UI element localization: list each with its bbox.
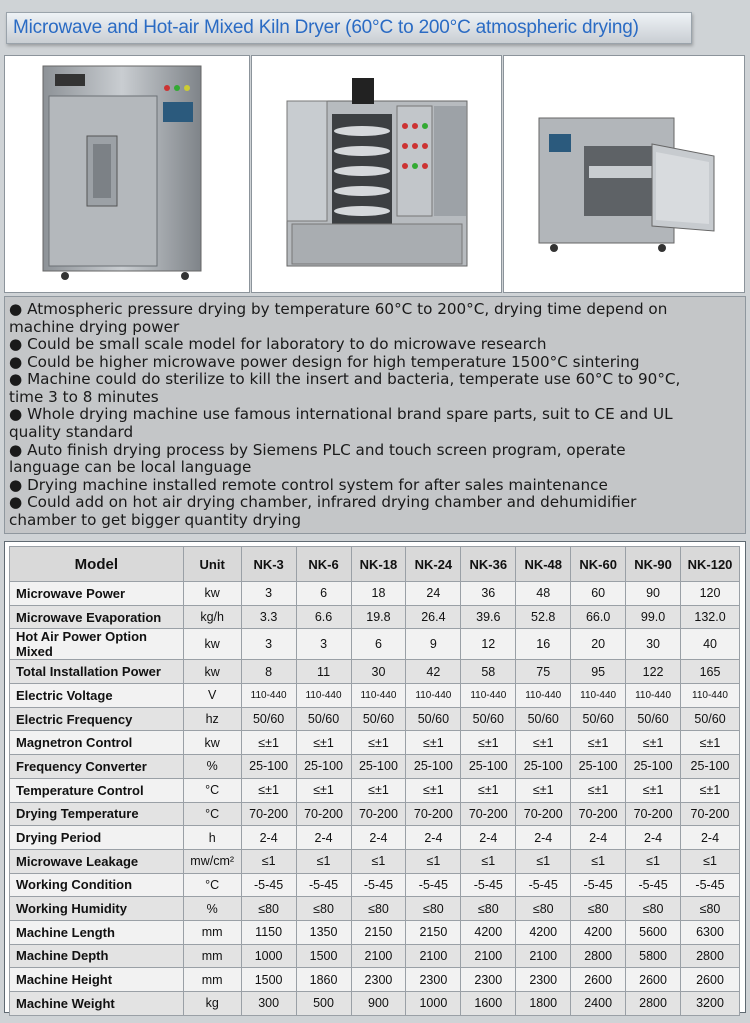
value-cell: 25-100 [681, 755, 740, 779]
unit-cell: °C [183, 778, 241, 802]
table-header-row [10, 547, 740, 582]
value-cell: 2150 [351, 920, 406, 944]
table-row [10, 707, 740, 731]
value-cell: 2300 [351, 968, 406, 992]
value-cell: ≤±1 [241, 778, 296, 802]
feature-line: ● Drying machine installed remote control system for after sales maintenance [9, 476, 608, 494]
unit-cell: kg/h [183, 605, 241, 629]
value-cell: 3.3 [241, 605, 296, 629]
unit-cell: % [183, 897, 241, 921]
table-row [10, 660, 740, 684]
table-row [10, 968, 740, 992]
value-cell: 2100 [406, 944, 461, 968]
value-cell: 52.8 [516, 605, 571, 629]
value-cell: 70-200 [406, 802, 461, 826]
value-cell: 25-100 [241, 755, 296, 779]
feature-line: language can be local language [9, 458, 252, 476]
value-cell: 70-200 [681, 802, 740, 826]
value-cell: ≤±1 [516, 731, 571, 755]
value-cell: 36 [461, 582, 516, 606]
value-cell: ≤1 [461, 849, 516, 873]
value-cell: ≤1 [241, 849, 296, 873]
unit-cell: kw [183, 629, 241, 660]
value-cell: 42 [406, 660, 461, 684]
value-cell: 2-4 [626, 826, 681, 850]
unit-cell: mm [183, 944, 241, 968]
value-cell: ≤±1 [516, 778, 571, 802]
column-header-nk-120: NK-120 [681, 547, 740, 582]
column-header-nk-6: NK-6 [296, 547, 351, 582]
value-cell: -5-45 [296, 873, 351, 897]
table-row [10, 605, 740, 629]
value-cell: 70-200 [571, 802, 626, 826]
value-cell: 70-200 [516, 802, 571, 826]
unit-cell: kw [183, 731, 241, 755]
row-label: Drying Period [10, 826, 184, 850]
value-cell: 900 [351, 992, 406, 1016]
value-cell: 110-440 [461, 684, 516, 708]
value-cell: 30 [351, 660, 406, 684]
value-cell: 18 [351, 582, 406, 606]
value-cell: 70-200 [461, 802, 516, 826]
value-cell: 2150 [406, 920, 461, 944]
row-label: Magnetron Control [10, 731, 184, 755]
value-cell: 50/60 [516, 707, 571, 731]
column-header-nk-48: NK-48 [516, 547, 571, 582]
spec-table-container [4, 541, 746, 1013]
value-cell: 4200 [571, 920, 626, 944]
value-cell: -5-45 [681, 873, 740, 897]
value-cell: 1860 [296, 968, 351, 992]
value-cell: 26.4 [406, 605, 461, 629]
feature-line: ● Auto finish drying process by Siemens PLC and touch screen program, operate [9, 441, 626, 459]
value-cell: ≤1 [626, 849, 681, 873]
value-cell: 1500 [296, 944, 351, 968]
value-cell: 70-200 [296, 802, 351, 826]
value-cell: 2100 [461, 944, 516, 968]
value-cell: 2-4 [351, 826, 406, 850]
value-cell: 2300 [406, 968, 461, 992]
value-cell: 30 [626, 629, 681, 660]
value-cell: 9 [406, 629, 461, 660]
row-label: Machine Length [10, 920, 184, 944]
value-cell: 50/60 [571, 707, 626, 731]
unit-cell: mm [183, 920, 241, 944]
value-cell: ≤80 [406, 897, 461, 921]
value-cell: 12 [461, 629, 516, 660]
value-cell: ≤±1 [296, 778, 351, 802]
value-cell: ≤±1 [681, 731, 740, 755]
value-cell: -5-45 [461, 873, 516, 897]
feature-line: time 3 to 8 minutes [9, 388, 159, 406]
table-row [10, 731, 740, 755]
unit-cell: °C [183, 802, 241, 826]
feature-line: chamber to get bigger quantity drying [9, 511, 302, 529]
value-cell: ≤±1 [626, 778, 681, 802]
value-cell: 2600 [626, 968, 681, 992]
single-door-dryer-illustration [5, 56, 249, 292]
value-cell: 120 [681, 582, 740, 606]
value-cell: 2-4 [681, 826, 740, 850]
value-cell: 25-100 [626, 755, 681, 779]
tray-dryer-illustration [252, 56, 501, 292]
row-label: Working Humidity [10, 897, 184, 921]
value-cell: 110-440 [406, 684, 461, 708]
value-cell: 39.6 [461, 605, 516, 629]
unit-cell: h [183, 826, 241, 850]
value-cell: 1000 [406, 992, 461, 1016]
value-cell: 6300 [681, 920, 740, 944]
value-cell: 50/60 [626, 707, 681, 731]
value-cell: 6 [296, 582, 351, 606]
value-cell: ≤80 [681, 897, 740, 921]
unit-cell: % [183, 755, 241, 779]
value-cell: 2-4 [241, 826, 296, 850]
row-label: Total Installation Power [10, 660, 184, 684]
value-cell: 2800 [571, 944, 626, 968]
value-cell: 8 [241, 660, 296, 684]
value-cell: 2-4 [571, 826, 626, 850]
value-cell: ≤±1 [406, 778, 461, 802]
value-cell: 70-200 [626, 802, 681, 826]
value-cell: ≤1 [351, 849, 406, 873]
value-cell: 6 [351, 629, 406, 660]
value-cell: 3200 [681, 992, 740, 1016]
row-label: Microwave Power [10, 582, 184, 606]
value-cell: 110-440 [296, 684, 351, 708]
value-cell: ≤±1 [296, 731, 351, 755]
value-cell: 2400 [571, 992, 626, 1016]
value-cell: 11 [296, 660, 351, 684]
value-cell: ≤80 [571, 897, 626, 921]
table-row [10, 992, 740, 1016]
value-cell: ≤±1 [351, 778, 406, 802]
value-cell: 3 [241, 582, 296, 606]
value-cell: ≤80 [626, 897, 681, 921]
value-cell: 1150 [241, 920, 296, 944]
feature-line: ● Could be small scale model for laboratory to do microwave research [9, 335, 547, 353]
title-banner [6, 12, 692, 44]
unit-cell: V [183, 684, 241, 708]
value-cell: 4200 [516, 920, 571, 944]
value-cell: 300 [241, 992, 296, 1016]
value-cell: 110-440 [241, 684, 296, 708]
feature-line: ● Whole drying machine use famous international brand spare parts, suit to CE and UL [9, 405, 673, 423]
row-label: Machine Weight [10, 992, 184, 1016]
value-cell: 99.0 [626, 605, 681, 629]
value-cell: 2100 [516, 944, 571, 968]
value-cell: ≤80 [241, 897, 296, 921]
value-cell: 3 [296, 629, 351, 660]
value-cell: 25-100 [571, 755, 626, 779]
row-label: Machine Height [10, 968, 184, 992]
value-cell: 16 [516, 629, 571, 660]
value-cell: 50/60 [681, 707, 740, 731]
unit-cell: mm [183, 968, 241, 992]
unit-cell: °C [183, 873, 241, 897]
value-cell: ≤1 [516, 849, 571, 873]
value-cell: -5-45 [241, 873, 296, 897]
value-cell: 110-440 [626, 684, 681, 708]
value-cell: ≤±1 [571, 778, 626, 802]
laboratory-dryer-illustration [504, 56, 744, 292]
value-cell: 90 [626, 582, 681, 606]
value-cell: ≤1 [571, 849, 626, 873]
unit-cell: kw [183, 660, 241, 684]
value-cell: 48 [516, 582, 571, 606]
row-label: Temperature Control [10, 778, 184, 802]
value-cell: 70-200 [241, 802, 296, 826]
value-cell: 2-4 [516, 826, 571, 850]
feature-line: ● Machine could do sterilize to kill the insert and bacteria, temperate use 60°C to 90°C, [9, 370, 681, 388]
row-label: Working Condition [10, 873, 184, 897]
value-cell: 60 [571, 582, 626, 606]
value-cell: 50/60 [461, 707, 516, 731]
table-row [10, 629, 740, 660]
value-cell: 19.8 [351, 605, 406, 629]
row-label: Machine Depth [10, 944, 184, 968]
value-cell: 2-4 [461, 826, 516, 850]
table-row [10, 755, 740, 779]
value-cell: 2-4 [296, 826, 351, 850]
row-label: Electric Voltage [10, 684, 184, 708]
value-cell: ≤80 [351, 897, 406, 921]
value-cell: 50/60 [406, 707, 461, 731]
photo-laboratory-dryer [503, 55, 745, 293]
value-cell: -5-45 [571, 873, 626, 897]
value-cell: 25-100 [296, 755, 351, 779]
value-cell: 58 [461, 660, 516, 684]
value-cell: 2-4 [406, 826, 461, 850]
value-cell: 5600 [626, 920, 681, 944]
value-cell: 24 [406, 582, 461, 606]
feature-line: ● Could be higher microwave power design for high temperature 1500°C sintering [9, 353, 640, 371]
value-cell: 50/60 [241, 707, 296, 731]
value-cell: 25-100 [351, 755, 406, 779]
value-cell: ≤±1 [406, 731, 461, 755]
value-cell: 1800 [516, 992, 571, 1016]
row-label: Frequency Converter [10, 755, 184, 779]
value-cell: 165 [681, 660, 740, 684]
value-cell: ≤80 [461, 897, 516, 921]
value-cell: ≤80 [516, 897, 571, 921]
value-cell: 5800 [626, 944, 681, 968]
value-cell: 110-440 [681, 684, 740, 708]
feature-line: machine drying power [9, 318, 180, 336]
row-label: Electric Frequency [10, 707, 184, 731]
value-cell: ≤±1 [571, 731, 626, 755]
spec-table [9, 546, 740, 1016]
table-row [10, 778, 740, 802]
value-cell: ≤1 [681, 849, 740, 873]
row-label: Microwave Leakage [10, 849, 184, 873]
value-cell: 2600 [681, 968, 740, 992]
column-header-nk-18: NK-18 [351, 547, 406, 582]
column-header-nk-60: NK-60 [571, 547, 626, 582]
value-cell: 1600 [461, 992, 516, 1016]
table-row [10, 826, 740, 850]
column-header-nk-3: NK-3 [241, 547, 296, 582]
value-cell: ≤±1 [461, 778, 516, 802]
value-cell: 20 [571, 629, 626, 660]
value-cell: 2300 [516, 968, 571, 992]
table-row [10, 802, 740, 826]
photo-tray-dryer [251, 55, 502, 293]
value-cell: -5-45 [626, 873, 681, 897]
value-cell: ≤1 [296, 849, 351, 873]
value-cell: 6.6 [296, 605, 351, 629]
feature-line: ● Could add on hot air drying chamber, infrared drying chamber and dehumidifier [9, 493, 637, 511]
value-cell: 3 [241, 629, 296, 660]
table-row [10, 920, 740, 944]
value-cell: 95 [571, 660, 626, 684]
value-cell: 1000 [241, 944, 296, 968]
value-cell: 25-100 [516, 755, 571, 779]
value-cell: 25-100 [461, 755, 516, 779]
value-cell: -5-45 [516, 873, 571, 897]
value-cell: 1500 [241, 968, 296, 992]
column-header-nk-90: NK-90 [626, 547, 681, 582]
value-cell: 122 [626, 660, 681, 684]
table-row [10, 849, 740, 873]
value-cell: ≤1 [406, 849, 461, 873]
value-cell: 500 [296, 992, 351, 1016]
unit-cell: kg [183, 992, 241, 1016]
value-cell: 110-440 [571, 684, 626, 708]
value-cell: 4200 [461, 920, 516, 944]
row-label: Microwave Evaporation [10, 605, 184, 629]
value-cell: ≤±1 [626, 731, 681, 755]
feature-line: ● Atmospheric pressure drying by temperature 60°C to 200°C, drying time depend on [9, 300, 668, 318]
column-header-nk-36: NK-36 [461, 547, 516, 582]
value-cell: 2600 [571, 968, 626, 992]
page-title: Microwave and Hot-air Mixed Kiln Dryer (60°C to 200°C atmospheric drying) [13, 17, 639, 38]
value-cell: 2300 [461, 968, 516, 992]
features-panel [4, 296, 746, 534]
column-header-unit: Unit [183, 547, 241, 582]
value-cell: 2800 [681, 944, 740, 968]
table-row [10, 582, 740, 606]
value-cell: 110-440 [516, 684, 571, 708]
value-cell: ≤±1 [461, 731, 516, 755]
value-cell: ≤±1 [351, 731, 406, 755]
value-cell: 70-200 [351, 802, 406, 826]
value-cell: 50/60 [296, 707, 351, 731]
value-cell: -5-45 [351, 873, 406, 897]
value-cell: 75 [516, 660, 571, 684]
row-label: Drying Temperature [10, 802, 184, 826]
value-cell: 40 [681, 629, 740, 660]
unit-cell: kw [183, 582, 241, 606]
table-row [10, 897, 740, 921]
unit-cell: mw/cm² [183, 849, 241, 873]
value-cell: 132.0 [681, 605, 740, 629]
value-cell: 2800 [626, 992, 681, 1016]
value-cell: 25-100 [406, 755, 461, 779]
unit-cell: hz [183, 707, 241, 731]
table-row [10, 944, 740, 968]
value-cell: 1350 [296, 920, 351, 944]
value-cell: 50/60 [351, 707, 406, 731]
row-label: Hot Air Power Option Mixed [10, 629, 184, 660]
column-header-model: Model [10, 547, 184, 582]
value-cell: ≤±1 [241, 731, 296, 755]
value-cell: 66.0 [571, 605, 626, 629]
value-cell: 110-440 [351, 684, 406, 708]
value-cell: ≤80 [296, 897, 351, 921]
value-cell: 2100 [351, 944, 406, 968]
table-row [10, 873, 740, 897]
table-row [10, 684, 740, 708]
value-cell: -5-45 [406, 873, 461, 897]
value-cell: ≤±1 [681, 778, 740, 802]
feature-line: quality standard [9, 423, 134, 441]
photo-single-door-dryer [4, 55, 250, 293]
column-header-nk-24: NK-24 [406, 547, 461, 582]
